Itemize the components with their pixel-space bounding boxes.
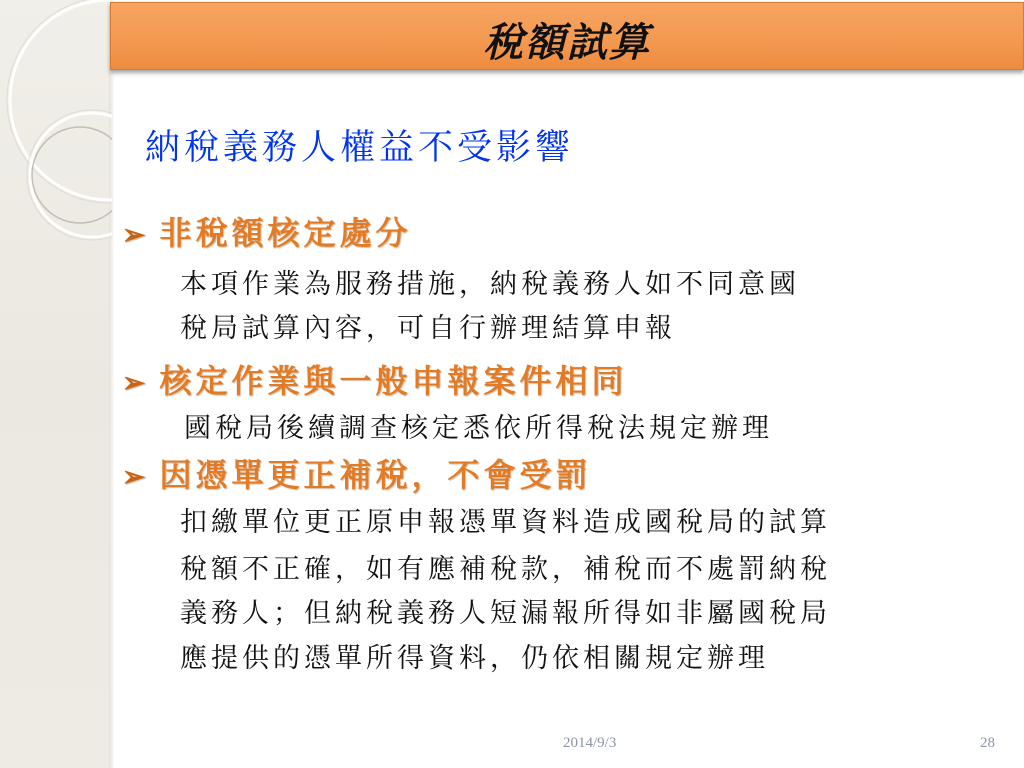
slide-title: 稅額試算 [483,19,651,66]
bullet-arrow-icon: ➢ [122,460,150,493]
body-line: 本項作業為服務措施，納稅義務人如不同意國 [180,269,800,300]
footer-page-number: 28 [980,735,995,751]
section-heading-1 [122,208,411,254]
title-bar [110,2,1024,70]
body-line: 國稅局後續調查核定悉依所得稅法規定辦理 [184,413,773,444]
body-line: 義務人；但納稅義務人短漏報所得如非屬國稅局 [180,598,831,629]
section-heading-3 [122,450,591,496]
bullet-arrow-icon: ➢ [122,366,150,399]
section-heading-text: 非稅額核定處分 [159,214,412,252]
body-line: 應提供的憑單所得資料，仍依相關規定辦理 [180,643,769,674]
body-line: 扣繳單位更正原申報憑單資料造成國稅局的試算 [180,507,831,538]
body-line: 稅局試算內容，可自行辦理結算申報 [180,313,676,344]
bullet-arrow-icon: ➢ [122,218,150,251]
footer-date: 2014/9/3 [563,735,617,751]
section-heading-text: 因憑單更正補稅，不會受罰 [159,456,592,494]
section-heading-text: 核定作業與一般申報案件相同 [159,362,628,400]
slide-subtitle: 納稅義務人權益不受影響 [145,128,575,168]
section-heading-2 [122,356,627,402]
decorative-circles [0,0,112,300]
body-line: 稅額不正確，如有應補稅款，補稅而不處罰納稅 [180,554,831,585]
